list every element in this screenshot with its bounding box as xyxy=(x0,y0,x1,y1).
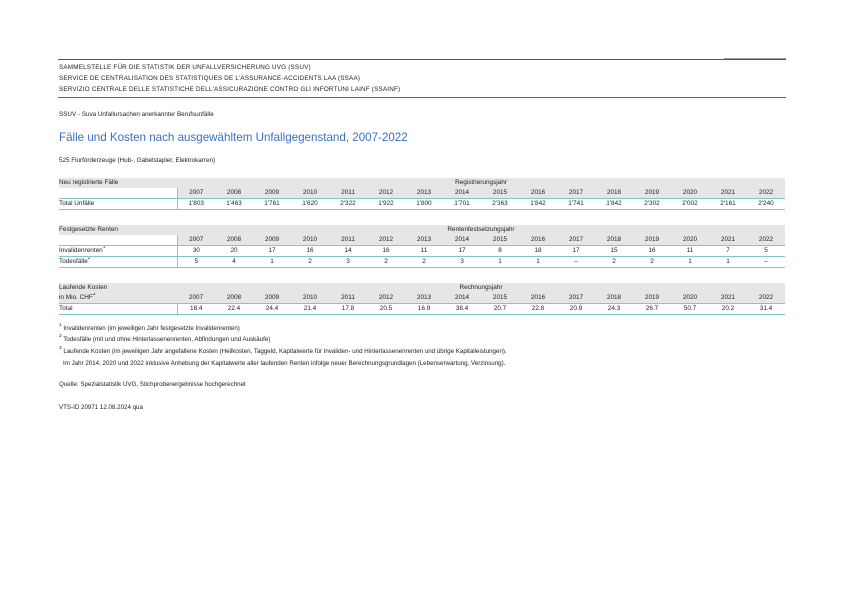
year-header: 2017 xyxy=(557,235,595,246)
row-label: Todesfälle$^2$ xyxy=(59,257,177,268)
year-header: 2011 xyxy=(329,188,367,199)
year-header: 2021 xyxy=(709,188,747,199)
year-header: 2015 xyxy=(481,293,519,304)
year-header: 2012 xyxy=(367,188,405,199)
year-header: 2010 xyxy=(291,293,329,304)
table-cell: 2'363 xyxy=(481,199,519,210)
year-header: 2016 xyxy=(519,188,557,199)
table-cell: 30 xyxy=(177,246,215,257)
table-cell: 17 xyxy=(253,246,291,257)
table-cell: 22.8 xyxy=(519,304,557,315)
table-label: Festgesetzte Renten xyxy=(59,225,177,235)
table-group-header: Registrierungsjahr xyxy=(177,178,785,188)
row-label: Total Unfälle xyxy=(59,199,177,210)
table-cell: 1'620 xyxy=(291,199,329,210)
table-cell: 17 xyxy=(557,246,595,257)
year-header: 2012 xyxy=(367,235,405,246)
row-label: Invalidenrenten$^1$ xyxy=(59,246,177,257)
year-header: 2007 xyxy=(177,188,215,199)
table-cell: 20.9 xyxy=(557,304,595,315)
year-header: 2013 xyxy=(405,188,443,199)
year-header: 2022 xyxy=(747,293,785,304)
year-header: 2019 xyxy=(633,235,671,246)
table-running-costs xyxy=(59,283,785,315)
year-header: 2020 xyxy=(671,293,709,304)
year-header: 2014 xyxy=(443,235,481,246)
table-group-header: Rechnungsjahr xyxy=(177,283,785,293)
table-cell: 2'302 xyxy=(633,199,671,210)
year-header: 2016 xyxy=(519,235,557,246)
table-cell: 7 xyxy=(709,246,747,257)
table-cell: 11 xyxy=(671,246,709,257)
year-header: 2012 xyxy=(367,293,405,304)
table-cell: 8 xyxy=(481,246,519,257)
table-cell: 2'240 xyxy=(747,199,785,210)
table-cell: – xyxy=(747,257,785,268)
table-row xyxy=(59,304,785,315)
year-header: 2008 xyxy=(215,293,253,304)
year-header: 2015 xyxy=(481,235,519,246)
top-rule xyxy=(58,59,786,60)
year-header-row xyxy=(59,293,785,304)
year-header: 2016 xyxy=(519,293,557,304)
table-cell: 2'002 xyxy=(671,199,709,210)
table-cell: 1 xyxy=(709,257,747,268)
year-header: 2015 xyxy=(481,188,519,199)
document-id: VTS-ID 20971 12.08.2024 qua xyxy=(59,404,143,411)
table-cell: 3 xyxy=(443,257,481,268)
footnote-ref: 2 xyxy=(87,256,91,261)
table-cell: 20 xyxy=(215,246,253,257)
year-header: 2018 xyxy=(595,235,633,246)
year-header: 2014 xyxy=(443,188,481,199)
page-title: Fälle und Kosten nach ausgewähltem Unfallgegenstand, 2007-2022 xyxy=(59,131,408,144)
year-header: 2007 xyxy=(177,293,215,304)
table-cell: 1 xyxy=(253,257,291,268)
table-cell: 16.9 xyxy=(405,304,443,315)
table-cell: 26.7 xyxy=(633,304,671,315)
table-cell: 1'922 xyxy=(367,199,405,210)
table-cell: 16 xyxy=(633,246,671,257)
footnote-1: $^1$ Invalidenrenten (im jeweiligen Jahr festgesetzte Invalidenrenten) xyxy=(59,323,240,332)
table-cell: 11 xyxy=(405,246,443,257)
year-header: 2009 xyxy=(253,235,291,246)
year-header: 2019 xyxy=(633,188,671,199)
year-header-row xyxy=(59,235,785,246)
year-header: 2011 xyxy=(329,293,367,304)
table-row xyxy=(59,257,785,268)
table-cell: 31.4 xyxy=(747,304,785,315)
org-line-it: SERVIZIO CENTRALE DELLE STATISTICHE DELL'ASSICURAZIONE CONTRO GLI INFORTUNI LAINF (SSAINF) xyxy=(59,86,401,93)
year-header: 2007 xyxy=(177,235,215,246)
table-cell: 15 xyxy=(595,246,633,257)
year-header: 2021 xyxy=(709,235,747,246)
year-header: 2020 xyxy=(671,235,709,246)
table-cell: 38.4 xyxy=(443,304,481,315)
table-label: Laufende Kosten xyxy=(59,283,177,293)
table-cell: 2'161 xyxy=(709,199,747,210)
table-cell: 20.5 xyxy=(367,304,405,315)
table-cell: 50.7 xyxy=(671,304,709,315)
year-header: 2017 xyxy=(557,293,595,304)
table-cell: 2 xyxy=(367,257,405,268)
footnote-ref: 3 xyxy=(92,293,96,297)
footnote-ref: 1 xyxy=(102,245,106,250)
table-cell: 5 xyxy=(747,246,785,257)
table-cell: 1'842 xyxy=(519,199,557,210)
table-cell: 22.4 xyxy=(215,304,253,315)
table-cell: 1'741 xyxy=(557,199,595,210)
table-cell: 18 xyxy=(519,246,557,257)
source-note: Quelle: Spezialstatistik UVG, Stichprobenergebnisse hochgerechnet xyxy=(59,381,246,388)
table-cell: 1 xyxy=(481,257,519,268)
table-cell: 1'463 xyxy=(215,199,253,210)
table-cell: 2'322 xyxy=(329,199,367,210)
year-header: 2021 xyxy=(709,293,747,304)
table-cell: 20.2 xyxy=(709,304,747,315)
year-header: 2010 xyxy=(291,235,329,246)
table-row xyxy=(59,246,785,257)
year-header: 2020 xyxy=(671,188,709,199)
table-cell: 1 xyxy=(519,257,557,268)
table-cell: 2 xyxy=(633,257,671,268)
year-header: 2019 xyxy=(633,293,671,304)
year-header: 2018 xyxy=(595,293,633,304)
year-header: 2013 xyxy=(405,235,443,246)
year-header: 2008 xyxy=(215,235,253,246)
table-label: Neu registrierte Fälle xyxy=(59,178,177,188)
year-header: 2018 xyxy=(595,188,633,199)
category-label: 525 Flurförderzeuge (Hub-, Gabelstapler, Elektrokarren) xyxy=(59,157,216,164)
table-new-cases xyxy=(59,178,785,210)
table-cell: 1'803 xyxy=(177,199,215,210)
table-cell: 24.4 xyxy=(253,304,291,315)
year-header: 2022 xyxy=(747,235,785,246)
year-header: 2009 xyxy=(253,293,291,304)
year-header: 2014 xyxy=(443,293,481,304)
table-cell: 16 xyxy=(367,246,405,257)
table-cell: 2 xyxy=(405,257,443,268)
year-header-row xyxy=(59,188,785,199)
year-header: 2011 xyxy=(329,235,367,246)
table-row xyxy=(59,199,785,210)
year-header: 2013 xyxy=(405,293,443,304)
table-pensions xyxy=(59,225,785,268)
table-cell: 17.8 xyxy=(329,304,367,315)
year-header: 2008 xyxy=(215,188,253,199)
table-cell: 21.4 xyxy=(291,304,329,315)
table-cell: 5 xyxy=(177,257,215,268)
table-cell: 1'842 xyxy=(595,199,633,210)
header-divider xyxy=(58,97,786,98)
year-header: 2017 xyxy=(557,188,595,199)
top-rule-accent xyxy=(724,58,786,59)
year-header: 2010 xyxy=(291,188,329,199)
table-cell: 4 xyxy=(215,257,253,268)
unit-label: in Mio. CHF xyxy=(59,294,93,301)
table-cell: 1 xyxy=(671,257,709,268)
table-cell: 1'761 xyxy=(253,199,291,210)
table-cell: 17 xyxy=(443,246,481,257)
table-cell: 1'701 xyxy=(443,199,481,210)
footnote-3-continued: Im Jahr 2014, 2020 und 2022 inklusive Anhebung der Kapitalwerte aller laufenden Renten infolge neuer Berechnungsgrundlagen (Lebenserwartung, Verzinsung). xyxy=(63,360,506,367)
table-cell: 14 xyxy=(329,246,367,257)
year-header: 2009 xyxy=(253,188,291,199)
row-label: Total xyxy=(59,304,177,315)
table-group-header: Rentenfestsetzungsjahr xyxy=(177,225,785,235)
table-cell: 24.3 xyxy=(595,304,633,315)
footnote-3: $^3$ Laufende Kosten (im jeweiligen Jahr angefallene Kosten (Heilkosten, Taggeld, Kapitalwerte für Invaliden- und Hinterlassenenrenten und übrige Kapitalleistungen). xyxy=(59,346,507,355)
table-cell: 2 xyxy=(595,257,633,268)
table-cell: 3 xyxy=(329,257,367,268)
report-subtitle: SSUV - Suva Unfallursachen anerkannter Berufsunfälle xyxy=(59,111,214,118)
table-cell: 18.4 xyxy=(177,304,215,315)
table-cell: 2 xyxy=(291,257,329,268)
table-cell: – xyxy=(557,257,595,268)
org-line-de: SAMMELSTELLE FÜR DIE STATISTIK DER UNFALLVERSICHERUNG UVG (SSUV) xyxy=(59,64,311,71)
table-cell: 20.7 xyxy=(481,304,519,315)
org-line-fr: SERVICE DE CENTRALISATION DES STATISTIQUES DE L'ASSURANCE-ACCIDENTS LAA (SSAA) xyxy=(59,75,361,82)
footnote-2: $^2$ Todesfälle (mit und ohne Hinterlassenenrenten, Abfindungen und Auskäufe) xyxy=(59,334,271,343)
year-header: 2022 xyxy=(747,188,785,199)
table-cell: 1'800 xyxy=(405,199,443,210)
table-cell: 16 xyxy=(291,246,329,257)
